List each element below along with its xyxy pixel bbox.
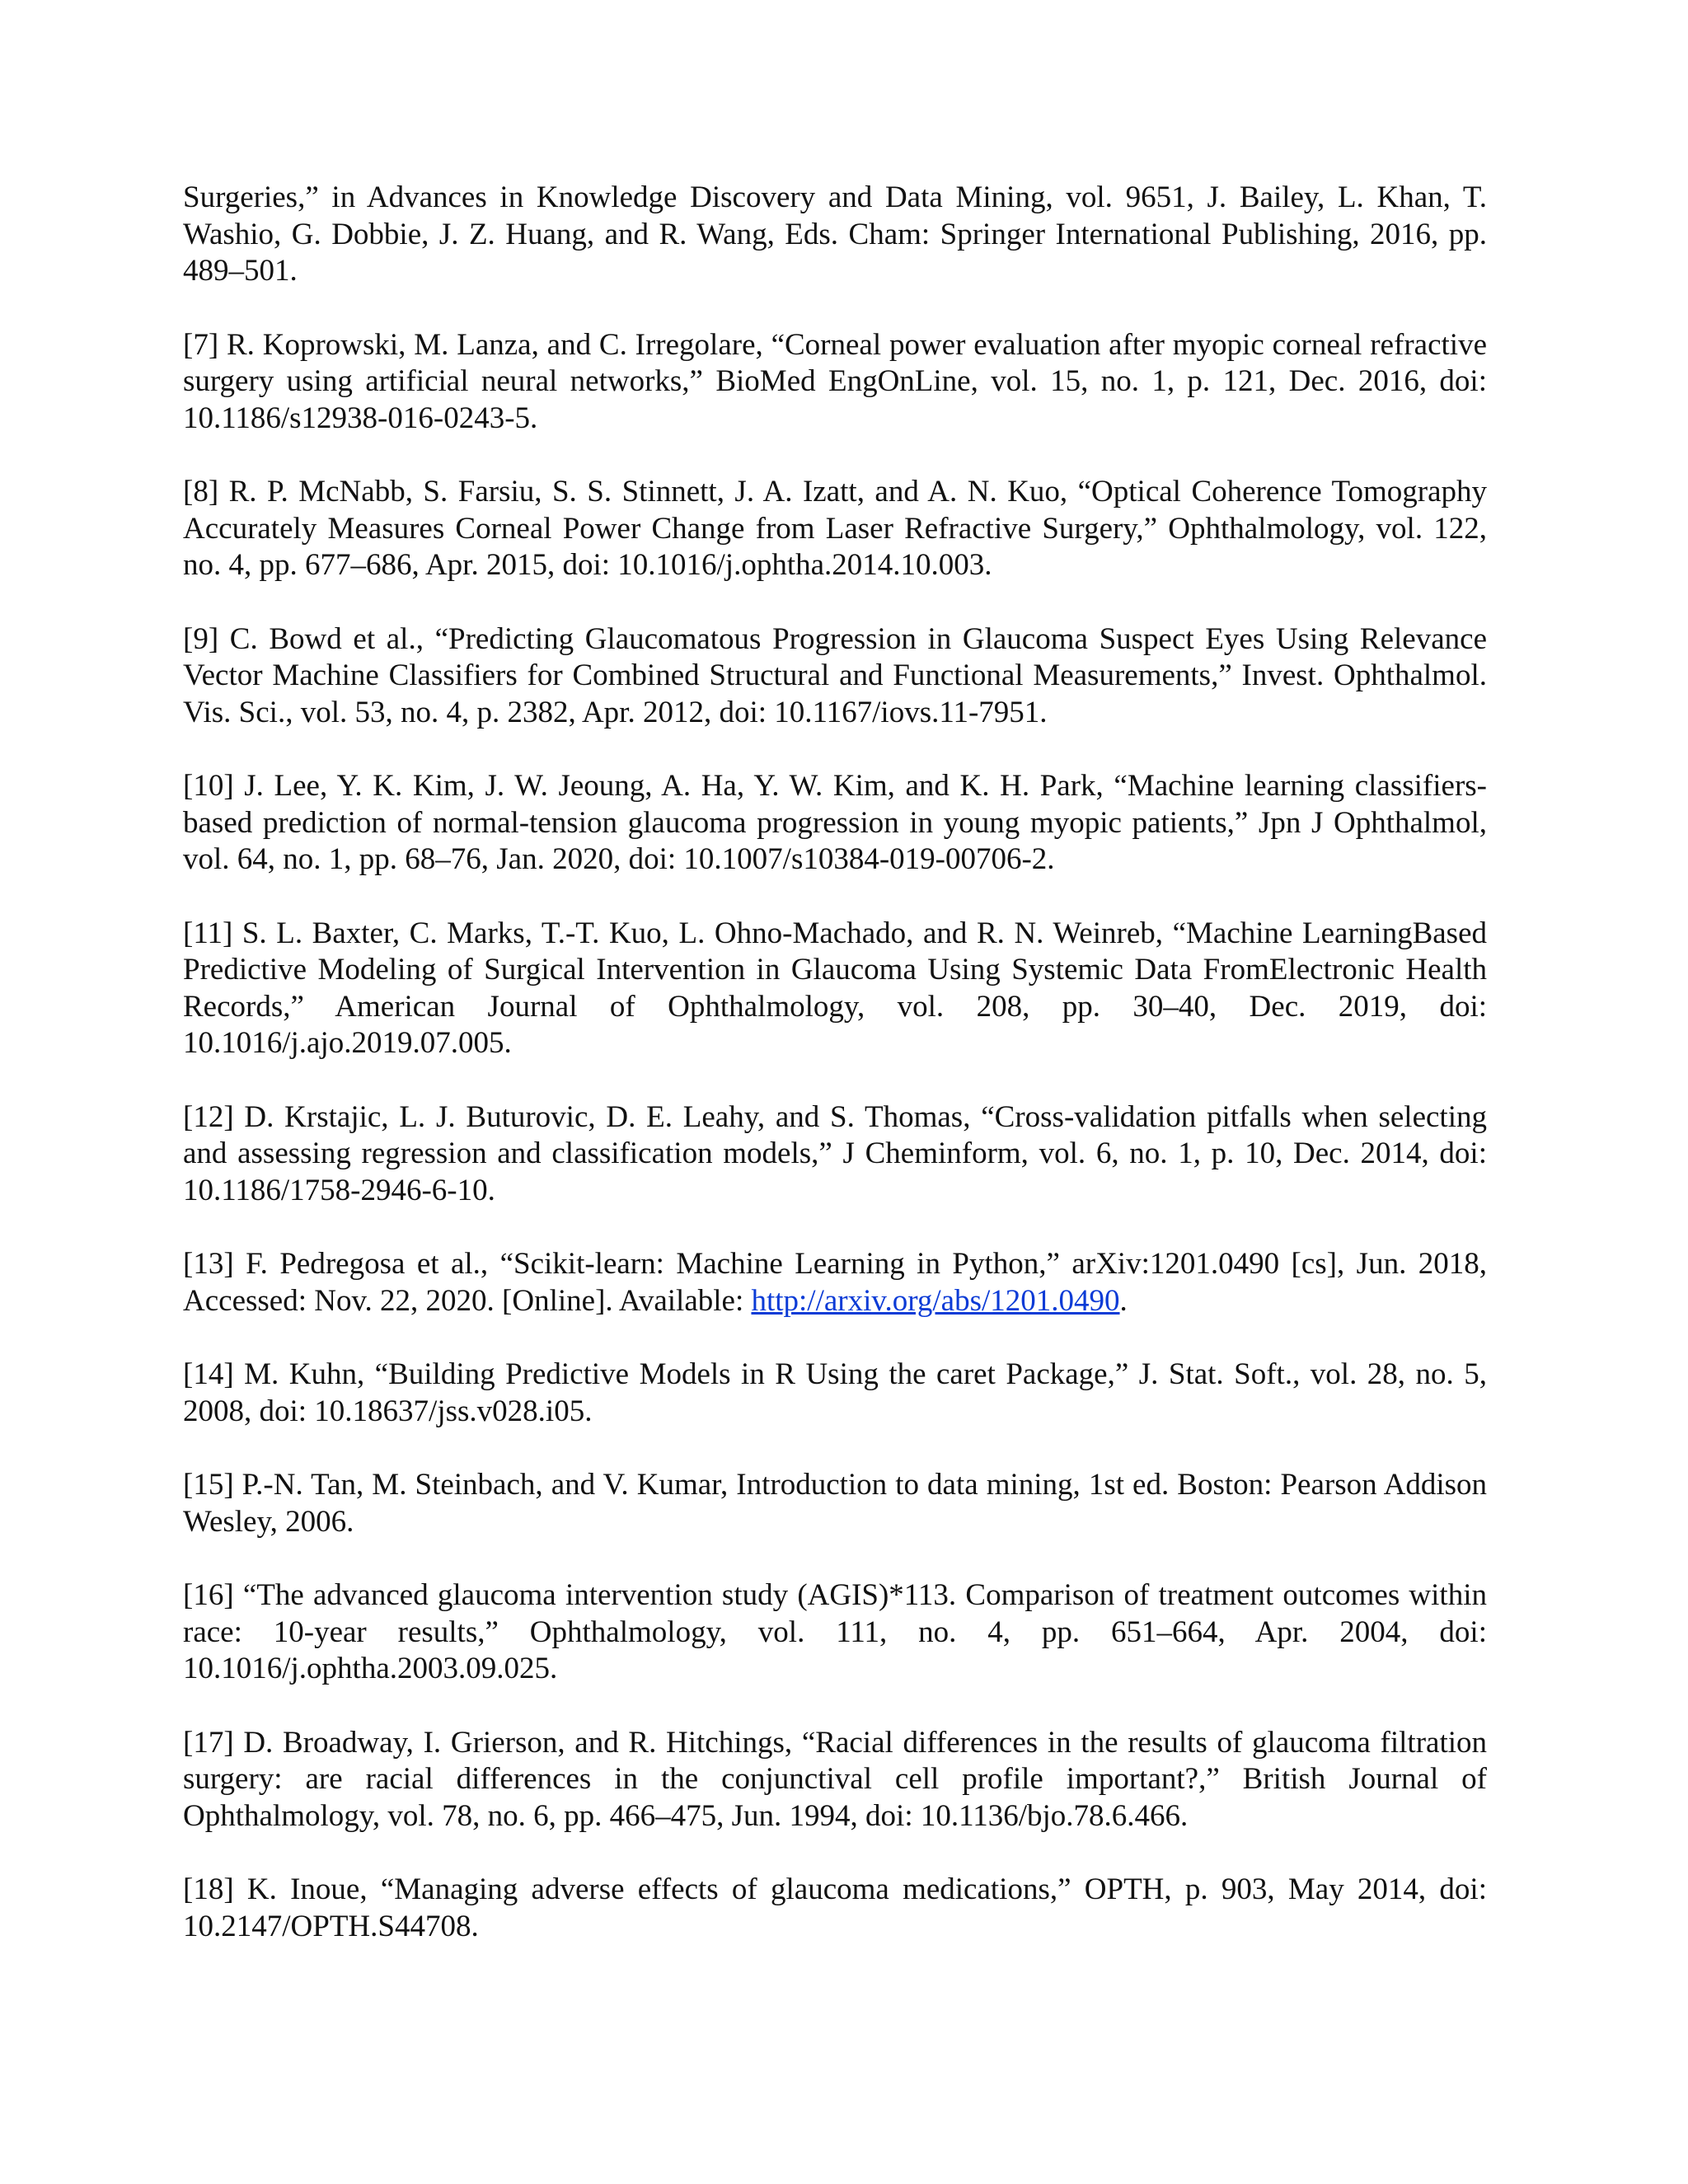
reference-text: [7] R. Koprowski, M. Lanza, and C. Irregolare, “Corneal power evaluation after myopic corneal refractive surgery using artificial neural networks,” BioMed EngOnLine, vol. 15, no. 1, p. 121, Dec. 2016, doi: 10.1186/s12938-016-0243-5. (183, 327, 1487, 435)
reference-text: [15] P.-N. Tan, M. Steinbach, and V. Kumar, Introduction to data mining, 1st ed. Boston: Pearson Addison Wesley, 2006. (183, 1468, 1487, 1539)
reference-text: [13] F. Pedregosa et al., “Scikit-learn: Machine Learning in Python,” arXiv:1201.0490 [cs], Jun. 2018, Accessed: Nov. 22, 2020. [Online]. Available: (183, 1247, 1487, 1318)
reference-12 (183, 1099, 1487, 1210)
reference-text: [14] M. Kuhn, “Building Predictive Models in R Using the caret Package,” J. Stat. Soft., vol. 28, no. 5, 2008, doi: 10.18637/jss.v028.i05. (183, 1357, 1487, 1428)
reference-9 (183, 621, 1487, 732)
reference-text: Surgeries,” in Advances in Knowledge Discovery and Data Mining, vol. 9651, J. Bailey, L. Khan, T. Washio, G. Dobbie, J. Z. Huang, and R. Wang, Eds. Cham: Springer International Publishing, 2016, pp. 489–501. (183, 180, 1487, 288)
arxiv-link[interactable]: http://arxiv.org/abs/1201.0490 (751, 1283, 1120, 1318)
reference-8 (183, 474, 1487, 584)
reference-text: [11] S. L. Baxter, C. Marks, T.-T. Kuo, L. Ohno-Machado, and R. N. Weinreb, “Machine LearningBased Predictive Modeling of Surgical Intervention in Glaucoma Using Systemic Data FromElectronic Health Records,” American Journal of Ophthalmology, vol. 208, pp. 30–40, Dec. 2019, doi: 10.1016/j.ajo.2019.07.005. (183, 916, 1487, 1060)
reference-15 (183, 1467, 1487, 1540)
reference-text: [12] D. Krstajic, L. J. Buturovic, D. E. Leahy, and S. Thomas, “Cross-validation pitfalls when selecting and assessing regression and classification models,” J Cheminform, vol. 6, no. 1, p. 10, Dec. 2014, doi: 10.1186/1758-2946-6-10. (183, 1099, 1487, 1207)
reference-16 (183, 1577, 1487, 1688)
reference-13 (183, 1246, 1487, 1319)
reference-text: [9] C. Bowd et al., “Predicting Glaucomatous Progression in Glaucoma Suspect Eyes Using Relevance Vector Machine Classifiers for Combined Structural and Functional Measurements,” Invest. Ophthalmol. Vis. Sci., vol. 53, no. 4, p. 2382, Apr. 2012, doi: 10.1167/iovs.11-7951. (183, 621, 1487, 729)
reference-text: [8] R. P. McNabb, S. Farsiu, S. S. Stinnett, J. A. Izatt, and A. N. Kuo, “Optical Coherence Tomography Accurately Measures Corneal Power Change from Laser Refractive Surgery,” Ophthalmology, vol. 122, no. 4, pp. 677–686, Apr. 2015, doi: 10.1016/j.ophtha.2014.10.003. (183, 475, 1487, 582)
reference-14 (183, 1357, 1487, 1430)
reference-17 (183, 1725, 1487, 1835)
reference-period: . (1119, 1283, 1128, 1318)
reference-11 (183, 916, 1487, 1062)
reference-6-continued (183, 180, 1487, 290)
reference-list (183, 180, 1487, 1945)
reference-text: [16] “The advanced glaucoma intervention study (AGIS)*113. Comparison of treatment outcomes within race: 10-year results,” Ophthalmology, vol. 111, no. 4, pp. 651–664, Apr. 2004, doi: 10.1016/j.ophtha.2003.09.025. (183, 1578, 1487, 1685)
reference-10 (183, 768, 1487, 879)
reference-text: [18] K. Inoue, “Managing adverse effects of glaucoma medications,” OPTH, p. 903, May 2014, doi: 10.2147/OPTH.S44708. (183, 1872, 1487, 1943)
reference-7 (183, 327, 1487, 438)
reference-18 (183, 1872, 1487, 1945)
reference-text: [10] J. Lee, Y. K. Kim, J. W. Jeoung, A. Ha, Y. W. Kim, and K. H. Park, “Machine learning classifiers-based prediction of normal-tension glaucoma progression in young myopic patients,” Jpn J Ophthalmol, vol. 64, no. 1, pp. 68–76, Jan. 2020, doi: 10.1007/s10384-019-00706-2. (183, 769, 1487, 876)
reference-text: [17] D. Broadway, I. Grierson, and R. Hitchings, “Racial differences in the results of glaucoma filtration surgery: are racial differences in the conjunctival cell profile important?,” British Journal of Ophthalmology, vol. 78, no. 6, pp. 466–475, Jun. 1994, doi: 10.1136/bjo.78.6.466. (183, 1725, 1487, 1833)
